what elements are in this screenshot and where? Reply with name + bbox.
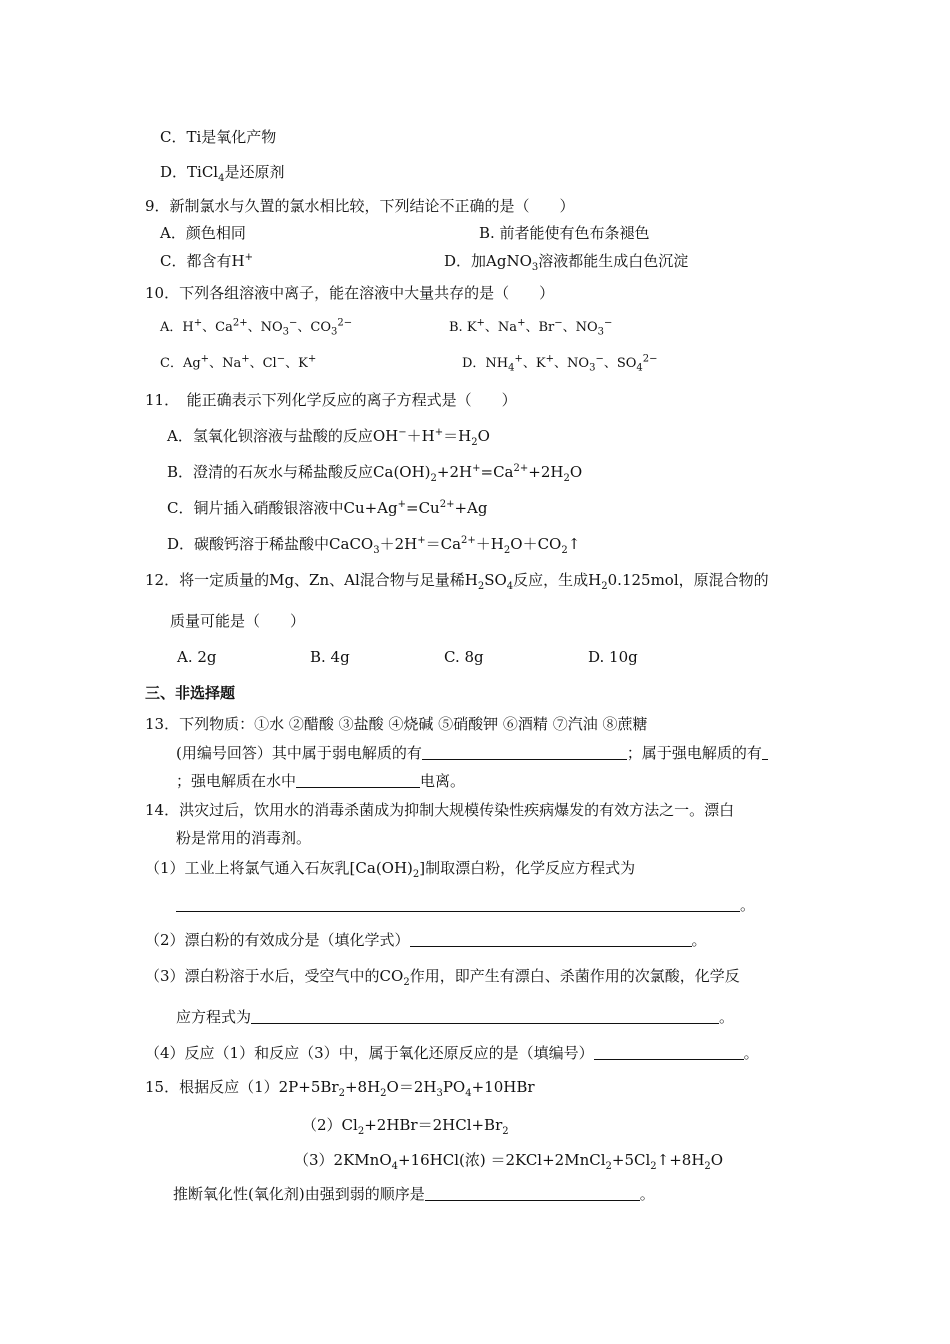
q9-stem: 9．新制氯水与久置的氯水相比较，下列结论不正确的是（ ） xyxy=(145,197,575,215)
q13-line3: ；强电解质在水中 电离。 xyxy=(176,772,466,790)
q9-option-b: B. 前者能使有色布条褪色 xyxy=(479,224,650,242)
q12-option-d: D. 10g xyxy=(588,648,638,666)
q12-option-b: B. 4g xyxy=(310,648,350,666)
q15-reaction-3: （3）2KMnO$_4$+16HCl(浓) $=2KCl+2MnCl_2+5Cl_2↑+8H_2O$ xyxy=(294,1151,724,1172)
q10-option-b: B. K+、Na+、Br−、$NO_3^-$ xyxy=(449,317,613,338)
q14-stem-continued: 粉是常用的消毒剂。 xyxy=(176,829,312,847)
answer-blank[interactable] xyxy=(762,744,768,760)
q14-part-1: （1）工业上将氯气通入石灰乳$[Ca(OH)_2]$制取漂白粉，化学反应方程式为 xyxy=(145,859,636,880)
q12-stem-continued: 质量可能是（ ） xyxy=(170,612,306,630)
q12-option-a: A. 2g xyxy=(177,648,217,666)
answer-blank[interactable] xyxy=(251,1008,719,1024)
q10-stem: 10．下列各组溶液中离子，能在溶液中大量共存的是（ ） xyxy=(145,284,555,302)
q13-stem: 13．下列物质：①水 ②醋酸 ③盐酸 ④烧碱 ⑤硝酸钾 ⑥酒精 ⑦汽油 ⑧蔗糖 xyxy=(145,715,648,733)
answer-blank[interactable] xyxy=(176,896,740,912)
q9-option-c: C．都含有H+ xyxy=(160,252,253,270)
q12-option-c: C. 8g xyxy=(444,648,484,666)
q9-option-a: A．颜色相同 xyxy=(160,224,246,242)
q12-stem: 12．将一定质量的Mg、Zn、Al混合物与足量稀$H_2SO_4$反应，生成$H_20.125mol$，原混合物的 xyxy=(145,571,769,592)
q15-reaction-1: 15．根据反应$(1)2P+5Br_2+8H_2O=2H_3PO_4+10HBr$ xyxy=(145,1078,535,1099)
answer-blank[interactable] xyxy=(594,1044,744,1060)
q8-option-c: C．Ti是氧化产物 xyxy=(160,128,277,146)
q8-option-d: D．TiCl$_4$是还原剂 xyxy=(160,163,285,184)
q11-option-a: A．氢氧化钡溶液与盐酸的反应$OH^-+H^+=H_2O$ xyxy=(167,427,490,448)
q10-option-c: C．Ag+、Na+、Cl−、K+ xyxy=(160,353,317,371)
q9-option-d: D．加AgNO$_3$溶液都能生成白色沉淀 xyxy=(444,252,689,273)
q15-reaction-2: $(2)Cl_2+2HBr=2HCl+Br_2$ xyxy=(302,1116,509,1137)
q14-part-1-answer: 。 xyxy=(176,895,755,915)
q10-option-a: A．H+、$Ca^{2+}$、$NO_3^-$、$CO_3^{2-}$ xyxy=(160,317,353,338)
q11-option-d: D．碳酸钙溶于稀盐酸中$CaCO_3+2H^+=Ca^{2+}+H_2O+CO_2↑$ xyxy=(167,535,581,556)
answer-blank[interactable] xyxy=(410,931,692,947)
q10-option-d: D．$NH_4^+$、K+、$NO_3^-$、$SO_4^{2-}$ xyxy=(462,353,658,374)
q11-option-c: C．铜片插入硝酸银溶液中$Cu+Ag^+=Cu^{2+}+Ag$ xyxy=(167,499,488,517)
q14-part-2: （2）漂白粉的有效成分是（填化学式） 。 xyxy=(145,931,707,949)
section-heading: 三、非选择题 xyxy=(145,684,236,702)
q13-line2: (用编号回答）其中属于弱电解质的有 ；属于强电解质的有 xyxy=(176,743,768,763)
answer-blank[interactable] xyxy=(296,772,420,788)
answer-blank[interactable] xyxy=(422,744,627,760)
q11-stem: 11． 能正确表示下列化学反应的离子方程式是（ ） xyxy=(145,391,517,409)
q15-question: 推断氧化性(氧化剂)由强到弱的顺序是 。 xyxy=(173,1185,655,1203)
q14-part-4: （4）反应（1）和反应（3）中，属于氧化还原反应的是（填编号） 。 xyxy=(145,1044,759,1062)
q11-option-b: B．澄清的石灰水与稀盐酸反应$Ca(OH)_2+2H^+=Ca^{2+}+2H_2O$ xyxy=(167,463,583,484)
q14-part-3-answer: 应方程式为 。 xyxy=(176,1008,735,1026)
answer-blank[interactable] xyxy=(425,1185,640,1201)
q14-part-3: （3）漂白粉溶于水后，受空气中的$CO_2$作用，即产生有漂白、杀菌作用的次氯酸，化学反 xyxy=(145,967,740,988)
q14-stem: 14．洪灾过后，饮用水的消毒杀菌成为抑制大规模传染性疾病爆发的有效方法之一。漂白 xyxy=(145,801,735,819)
